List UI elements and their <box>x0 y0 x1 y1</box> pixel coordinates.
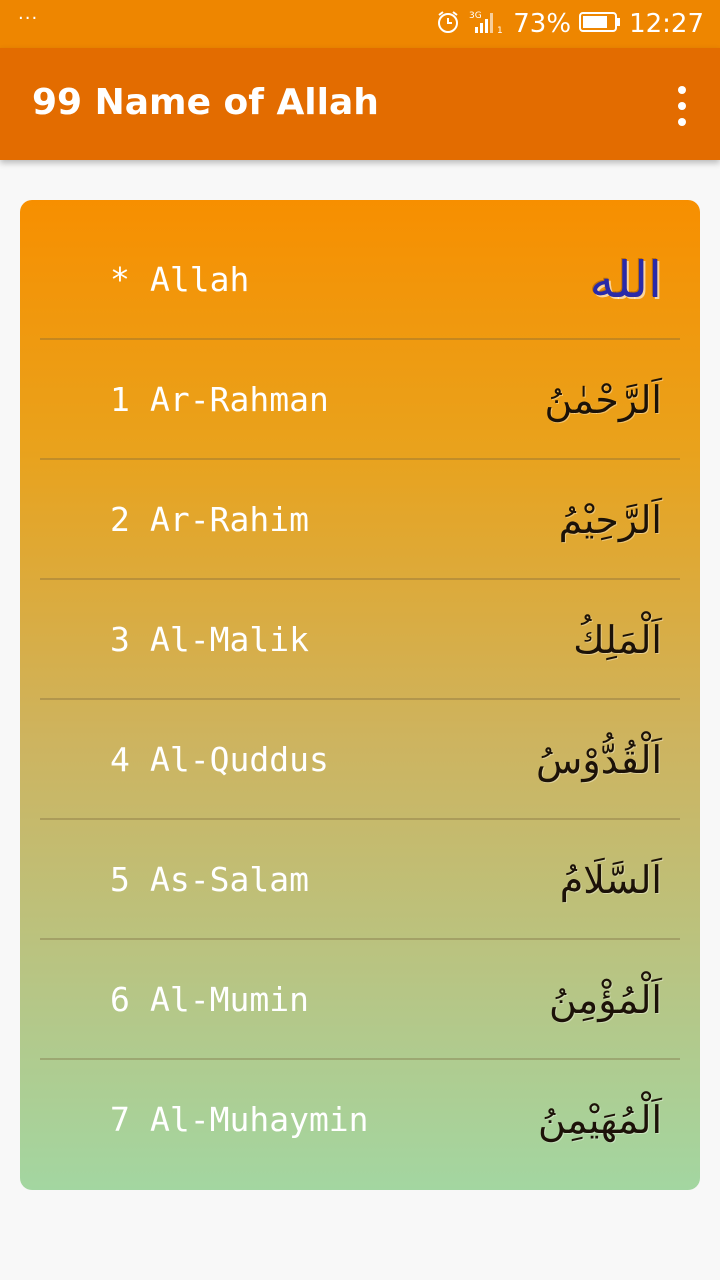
arabic-calligraphy: اَلسَّلَامُ <box>559 858 662 902</box>
arabic-calligraphy: اَلْمُهَيْمِنُ <box>538 1098 662 1142</box>
item-number: 4 <box>110 740 130 779</box>
battery-icon <box>579 11 621 37</box>
alarm-icon <box>435 9 461 39</box>
status-bar <box>0 0 720 48</box>
arabic-calligraphy: الله <box>589 251 662 309</box>
item-name: Al-Malik <box>150 620 309 659</box>
app-bar <box>0 48 720 160</box>
network-type-label: 3G <box>469 11 482 21</box>
list-item[interactable] <box>40 460 680 580</box>
item-name: Ar-Rahim <box>150 500 309 539</box>
status-indicators <box>435 0 704 48</box>
item-number: * <box>110 260 130 299</box>
item-number: 7 <box>110 1100 130 1139</box>
item-number: 6 <box>110 980 130 1019</box>
page-title: 99 Name of Allah <box>32 82 379 123</box>
list-item[interactable] <box>40 700 680 820</box>
notification-dots: ··· <box>18 8 39 29</box>
item-number: 3 <box>110 620 130 659</box>
signal-icon <box>469 9 505 39</box>
sim-slot-label: 1 <box>497 26 503 35</box>
arabic-calligraphy: اَلرَّحِيْمُ <box>558 498 662 542</box>
names-list <box>20 200 700 1190</box>
item-name: Ar-Rahman <box>150 380 329 419</box>
list-item[interactable] <box>40 1060 680 1180</box>
item-number: 2 <box>110 500 130 539</box>
battery-percent: 73% <box>513 9 572 39</box>
arabic-calligraphy: اَلْقُدُّوْسُ <box>535 738 662 782</box>
item-name: Al-Muhaymin <box>150 1100 369 1139</box>
list-item[interactable] <box>40 340 680 460</box>
arabic-calligraphy: اَلْمَلِكُ <box>573 618 662 662</box>
item-number: 1 <box>110 380 130 419</box>
overflow-menu-icon[interactable] <box>672 86 692 126</box>
item-name: Allah <box>150 260 250 299</box>
arabic-calligraphy: اَلرَّحْمٰنُ <box>544 378 662 422</box>
clock: 12:27 <box>629 9 704 39</box>
list-item[interactable] <box>40 580 680 700</box>
arabic-calligraphy: اَلْمُؤْمِنُ <box>548 978 662 1022</box>
list-item-allah[interactable] <box>40 220 680 340</box>
item-name: Al-Quddus <box>150 740 329 779</box>
item-name: Al-Mumin <box>150 980 309 1019</box>
item-name: As-Salam <box>150 860 309 899</box>
list-item[interactable] <box>40 820 680 940</box>
item-number: 5 <box>110 860 130 899</box>
list-item[interactable] <box>40 940 680 1060</box>
